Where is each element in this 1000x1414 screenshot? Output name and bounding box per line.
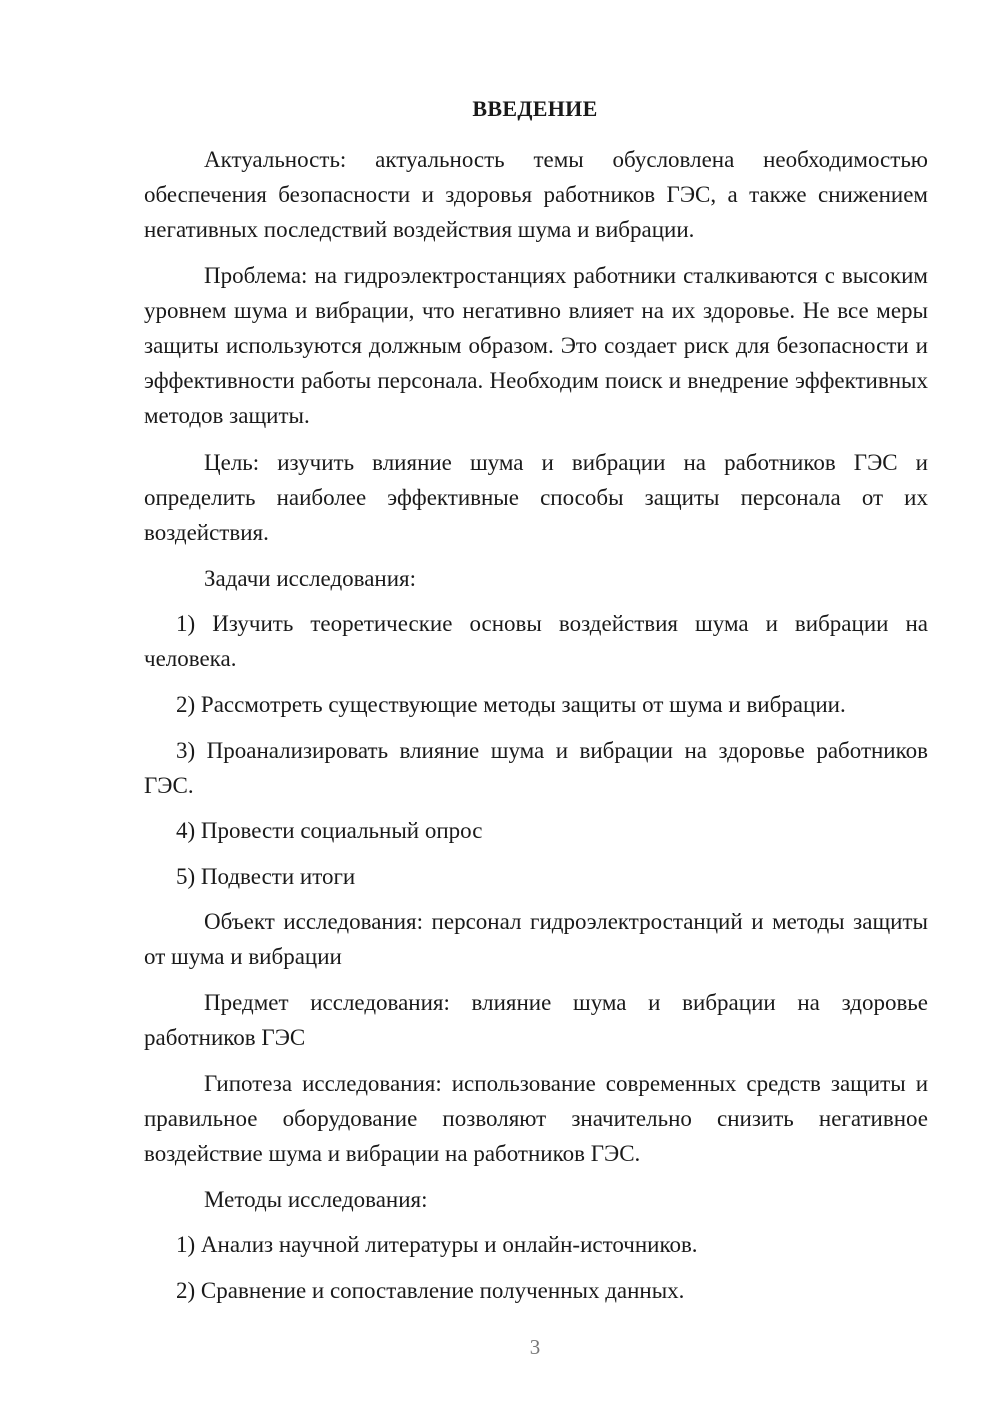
subject-paragraph: Предмет исследования: влияние шума и вибрации на здоровье работников ГЭС	[144, 990, 928, 1050]
task-item-1: 1) Изучить теоретические основы воздействия шума и вибрации на человека.	[144, 611, 928, 671]
task-item-5: 5) Подвести итоги	[176, 864, 356, 889]
relevance-paragraph: Актуальность: актуальность темы обусловлена необходимостью обеспечения безопасности и здоровья работников ГЭС, а также снижением негативных последствий воздействия шума и вибрации.	[144, 147, 928, 242]
goal-paragraph: Цель: изучить влияние шума и вибрации на работников ГЭС и определить наиболее эффективные способы защиты персонала от их воздействия.	[144, 450, 928, 545]
tasks-heading: Задачи исследования:	[204, 566, 417, 591]
object-paragraph: Объект исследования: персонал гидроэлектростанций и методы защиты от шума и вибрации	[144, 909, 928, 969]
page-title: ВВЕДЕНИЕ	[472, 96, 598, 121]
page-number: 3	[529, 1335, 541, 1359]
method-item-1: 1) Анализ научной литературы и онлайн-источников.	[176, 1232, 698, 1257]
task-item-4: 4) Провести социальный опрос	[176, 818, 483, 843]
hypothesis-paragraph: Гипотеза исследования: использование современных средств защиты и правильное оборудование позволяют значительно снизить негативное воздействие шума и вибрации на работников ГЭС.	[144, 1071, 928, 1166]
method-item-2: 2) Сравнение и сопоставление полученных данных.	[176, 1278, 685, 1303]
task-item-3: 3) Проанализировать влияние шума и вибрации на здоровье работников ГЭС.	[144, 738, 928, 798]
methods-heading: Методы исследования:	[204, 1187, 428, 1212]
task-item-2: 2) Рассмотреть существующие методы защиты от шума и вибрации.	[176, 692, 846, 717]
problem-paragraph: Проблема: на гидроэлектростанциях работники сталкиваются с высоким уровнем шума и вибрации, что негативно влияет на их здоровье. Не все меры защиты используются должным образом. Это создает риск для безопасности и эффективности работы персонала. Необходим поиск и внедрение эффективных методов защиты.	[144, 263, 928, 428]
